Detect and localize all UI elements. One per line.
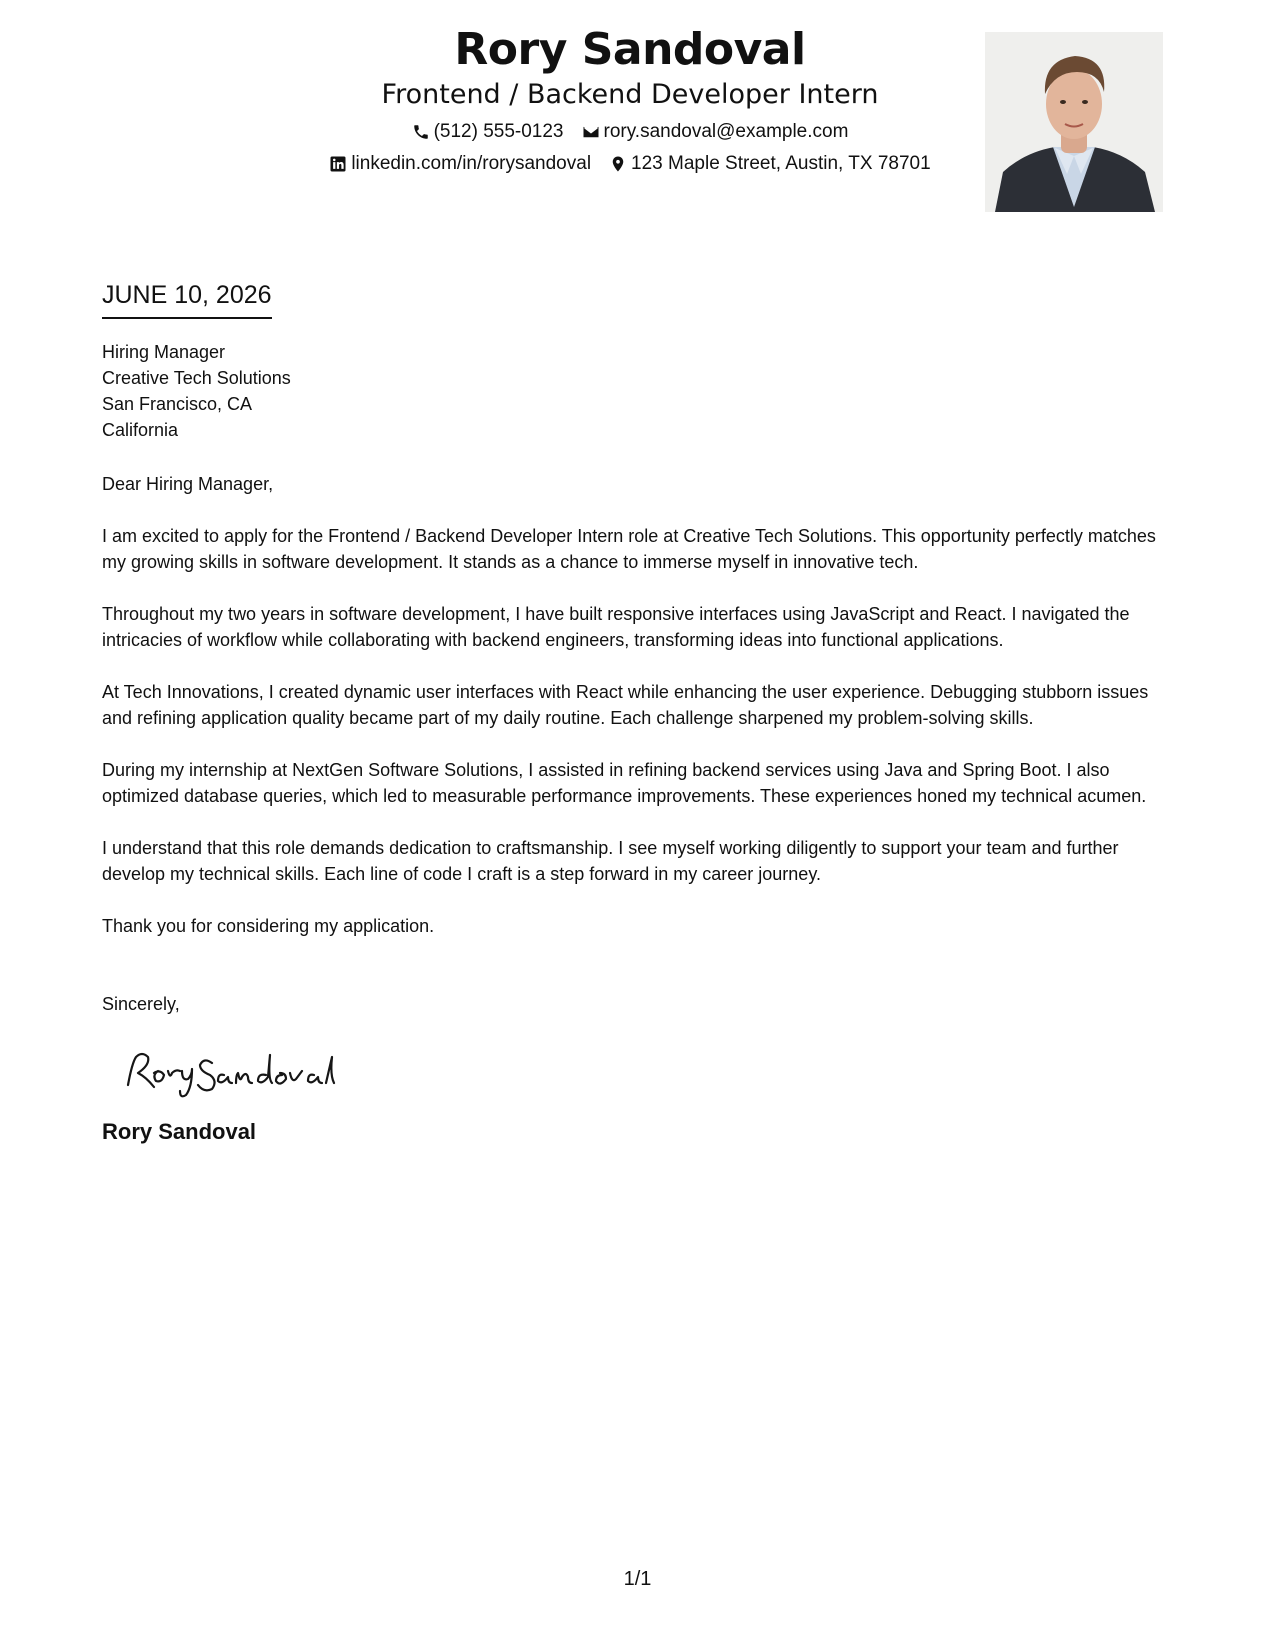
recipient-line: Creative Tech Solutions	[102, 368, 291, 388]
linkedin-text: linkedin.com/in/rorysandoval	[351, 153, 592, 174]
salutation: Dear Hiring Manager,	[102, 474, 274, 494]
phone-text: (512) 555-0123	[433, 121, 564, 142]
email-text: rory.sandoval@example.com	[603, 121, 849, 142]
applicant-role: Frontend / Backend Developer Intern	[381, 79, 879, 110]
letter-body	[102, 275, 1182, 1147]
body-paragraph: During my internship at NextGen Software Solutions, I assisted in refining backend services using Java and Spring Boot. I also optimized database queries, which led to measurable performance improvements. These experiences honed my technical acumen.	[102, 760, 1147, 806]
phone-icon	[412, 123, 430, 141]
address-contact	[609, 148, 931, 180]
linkedin-icon	[329, 155, 347, 173]
body-paragraph: Throughout my two years in software development, I have built responsive interfaces using JavaScript and React. I navigated the intricacies of workflow while collaborating with backend engineers, transforming ideas into functional applications.	[102, 604, 1130, 650]
address-text: 123 Maple Street, Austin, TX 78701	[631, 153, 931, 174]
recipient-line: San Francisco, CA	[102, 394, 253, 414]
portrait-image	[985, 32, 1163, 212]
phone-contact	[412, 116, 564, 148]
recipient-line: California	[102, 420, 179, 440]
body-paragraph: I understand that this role demands dedication to craftsmanship. I see myself working diligently to support your team and further develop my technical skills. Each line of code I craft is a step forward in my career journey.	[102, 838, 1119, 884]
page-number: 1/1	[623, 1568, 652, 1590]
body-paragraph: I am excited to apply for the Frontend / Backend Developer Intern role at Creative Tech Solutions. This opportunity perfectly matches my growing skills in software development. It stands as a chance to immerse myself in innovative tech.	[102, 526, 1156, 572]
letter-date: JUNE 10, 2026	[102, 275, 272, 319]
recipient-line: Hiring Manager	[102, 342, 226, 362]
body-paragraph: At Tech Innovations, I created dynamic user interfaces with React while enhancing the user experience. Debugging stubborn issues and refining application quality became part of my daily routine. Each challenge sharpened my problem-solving skills.	[102, 682, 1149, 728]
map-pin-icon	[609, 155, 627, 173]
linkedin-contact	[329, 148, 591, 180]
email-contact	[582, 116, 849, 148]
closing: Sincerely,	[102, 994, 180, 1014]
handwritten-signature	[120, 1043, 370, 1103]
signer-name: Rory Sandoval	[102, 1119, 257, 1144]
profile-photo	[985, 32, 1163, 212]
recipient-block	[102, 339, 1182, 443]
envelope-icon	[582, 123, 600, 141]
body-paragraph: Thank you for considering my application.	[102, 916, 435, 936]
applicant-name: Rory Sandoval	[454, 24, 806, 75]
